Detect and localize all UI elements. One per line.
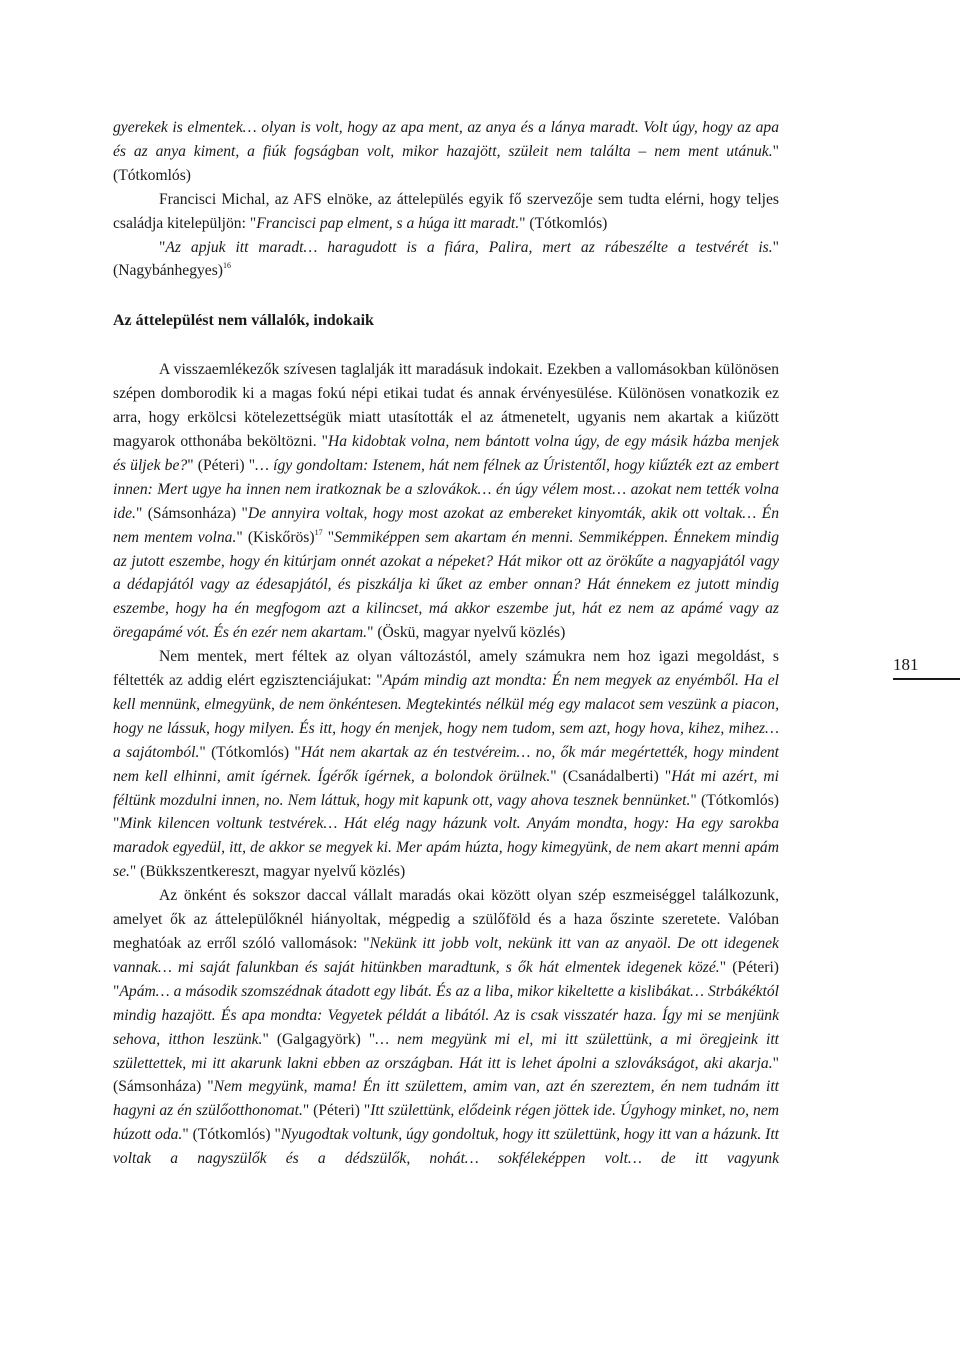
body-text: " (Sámsonháza) " [113,1054,779,1096]
body-text: " (Bükkszentkereszt, magyar nyelvű közlés) [129,863,406,881]
body-text: " (Csanádalberti) " [550,767,672,785]
quote-text: Mink kilencen voltunk testvérek… Hát elég nagy házunk volt. Anyám mondta, hogy: Ha egy sarokba maradok egyedül, itt, de akkor se megyek ki. Mer apám húzta, hogy kimegyünk, de nem akart menni apám se. [113,815,779,881]
quote-text: Hát nem akartak az én testvéreim… no, ők már megértették, hogy mindent nem kell elhinni, amit ígérnek. Ígérők ígérnek, a bolondok örülnek. [113,743,780,785]
quote-text: Nem megyünk, mama! Én itt születtem, amim van, azt én szereztem, én nem tudnám itt hagyni az én szülőotthonomat. [113,1078,779,1120]
body-text: " (Nagybánhegyes) [113,238,779,280]
body-text: " (Sámsonháza) " [135,504,248,522]
paragraph-5 [113,884,779,1171]
body-text: " (Péteri) " [187,456,256,474]
quote-text: Nyugodtak voltunk, úgy gondoltuk, hogy itt születtünk, hogy itt van a házunk. Itt voltak a nagyszülők és a dédszülők, nohát… sokféleképpen volt… de itt vagyunk [113,1126,779,1168]
footnote-ref: 17 [314,527,323,537]
quote-text: Az apjuk itt maradt… haragudott is a fiára, Palira, mert az rábeszélte a testvérét is. [165,238,773,256]
quote-text: Nekünk itt jobb volt, nekünk itt van az anyaöl. De ott idegenek vannak… mi saját falunkban és saját hitünkben maradtunk, s ők hát elmentek idegenek közé. [113,935,779,976]
paragraph-2 [113,236,779,284]
body-text: " (Tótkomlós) " [199,743,301,761]
quote-text: Hát mi azért, mi féltünk mozdulni innen, no. Nem láttuk, hogy mit kapunk ott, vagy ahova tesznek bennünket. [113,767,779,809]
paragraph-1 [113,188,779,236]
quote-text: De annyira voltak, hogy most azokat az embereket kinyomták, akik ott voltak… Én nem mentem volna. [113,504,780,546]
body-text: " (Öskü, magyar nyelvű közlés) [367,624,566,642]
quote-text: Apám mindig azt mondta: Én nem megyek az enyémből. Ha el kell mennünk, elmegyünk, de nem önkéntesen. Megtekintés nélkül még egy malacot sem veszünk a piacon, hogy ne lássuk, hogy milyen. És itt, hogy én menjek, hogy nem tudom, sem azt, hogy hova, kihez, mihez… a sajátomból. [113,672,779,761]
quote-text: Apám… a második szomszédnak átadott egy libát. És az a liba, mikor kikeltette a kislibákat… Strbákéktól mindig hazajött. És apa mondta: Vegyetek példát a libától. Az is csak visszatér haza. Így mi se menjünk sehova, itthon leszünk. [113,982,779,1048]
body-text: " (Kiskőrös) [236,528,315,546]
page-number-rule [893,678,960,680]
body-text: " (Tótkomlós) " [113,791,779,833]
body-text: " [159,238,166,256]
paragraph-0 [113,116,779,188]
quote-text: Semmiképpen sem akartam én menni. Semmiképpen. Énnekem mindig az jutott eszembe, hogy én kitúrjam onnét azokat a népeket? Hát mikor ott az örökűte a nagyapjától vagy a dédapjától vagy az édesapjától, és piszkálja ki űket az ember onnan? Hát énnekem ez jutott mindig eszembe, hogy ha én megfogom azt a kilincset, má akkor eszembe jut, hát ez nem az apámé vagy az öregapámé vót. És én ezér nem akartam. [113,528,779,642]
footnote-ref: 16 [222,261,231,271]
body-text: " (Tótkomlós) [113,142,779,184]
quote-text: Ha kidobtak volna, nem bántott volna úgy, de egy másik házba menjek és üljek be? [113,432,779,474]
body-text: " (Tótkomlós) " [182,1126,281,1144]
body-text: " (Péteri) " [302,1102,371,1120]
body-text: Nem mentek, mert féltek az olyan változástól, amely számukra nem hoz igazi megoldást, s féltették az addig elért egzisztenciájukat: " [113,648,779,690]
paragraph-4 [113,645,779,884]
quote-text: gyerekek is elmentek… olyan is volt, hogy az apa ment, az anya és a lánya maradt. Volt úgy, hogy az apa és az anya kiment, a fiúk fogságban volt, mikor hazajött, szüleit nem találta – nem ment utánuk. [113,119,779,160]
quote-text: Itt születtünk, elődeink régen jöttek ide. Úgyhogy minket, no, nem húzott oda. [113,1102,779,1144]
body-text: " (Tótkomlós) [519,214,608,232]
body-text: A visszaemlékezők szívesen taglalják itt maradásuk indokait. Ezekben a vallomásokban különösen szépen domborodik ki a magas fokú népi etikai tudat és annak érvényesülése. Különösen vonatkozik ez arra, hogy erkölcsi kötelezettségük miatt utasították el az átmenetelt, ugyanis nem akartak a kiűzött magyarok otthonába beköltözni. " [113,361,779,450]
paragraph-3 [113,358,779,645]
body-text: Az önként és sokszor daccal vállalt maradás okai között olyan szép eszmeiséggel találkozunk, amelyet ők az áttelepülőknél hiányoltak, mégpedig a szülőföld és a haza őszinte szeretete. Valóban meghatóak az erről szóló vallomások: " [113,887,779,952]
body-text: " (Galgagyörk) " [262,1030,376,1048]
body-text: " [322,528,335,546]
page-number: 181 [893,655,919,674]
quote-text: … nem megyünk mi el, mi itt születtünk, a mi öregjeink itt születtettek, mi itt akarunk lakni ebben az országban. Hát itt is lehet ápolni a szlovákságot, aki akarja. [113,1030,779,1072]
section-heading: Az áttelepülést nem vállalók, indokaik [113,312,374,330]
quote-text: … így gondoltam: Istenem, hát nem félnek az Úristentől, hogy kiűzték ezt az embert innen: Mert ugye ha innen nem iratkoznak be a szlovákok… én úgy vélem most… azokat nem tették volna ide. [113,456,779,522]
quote-text: Francisci pap elment, s a húga itt maradt. [256,214,520,232]
body-text: " (Péteri) " [113,958,779,1000]
text-block [113,116,779,1171]
body-text: Francisci Michal, az AFS elnöke, az áttelepülés egyik fő szervezője sem tudta elérni, hogy teljes családja kitelepüljön: " [113,190,779,232]
